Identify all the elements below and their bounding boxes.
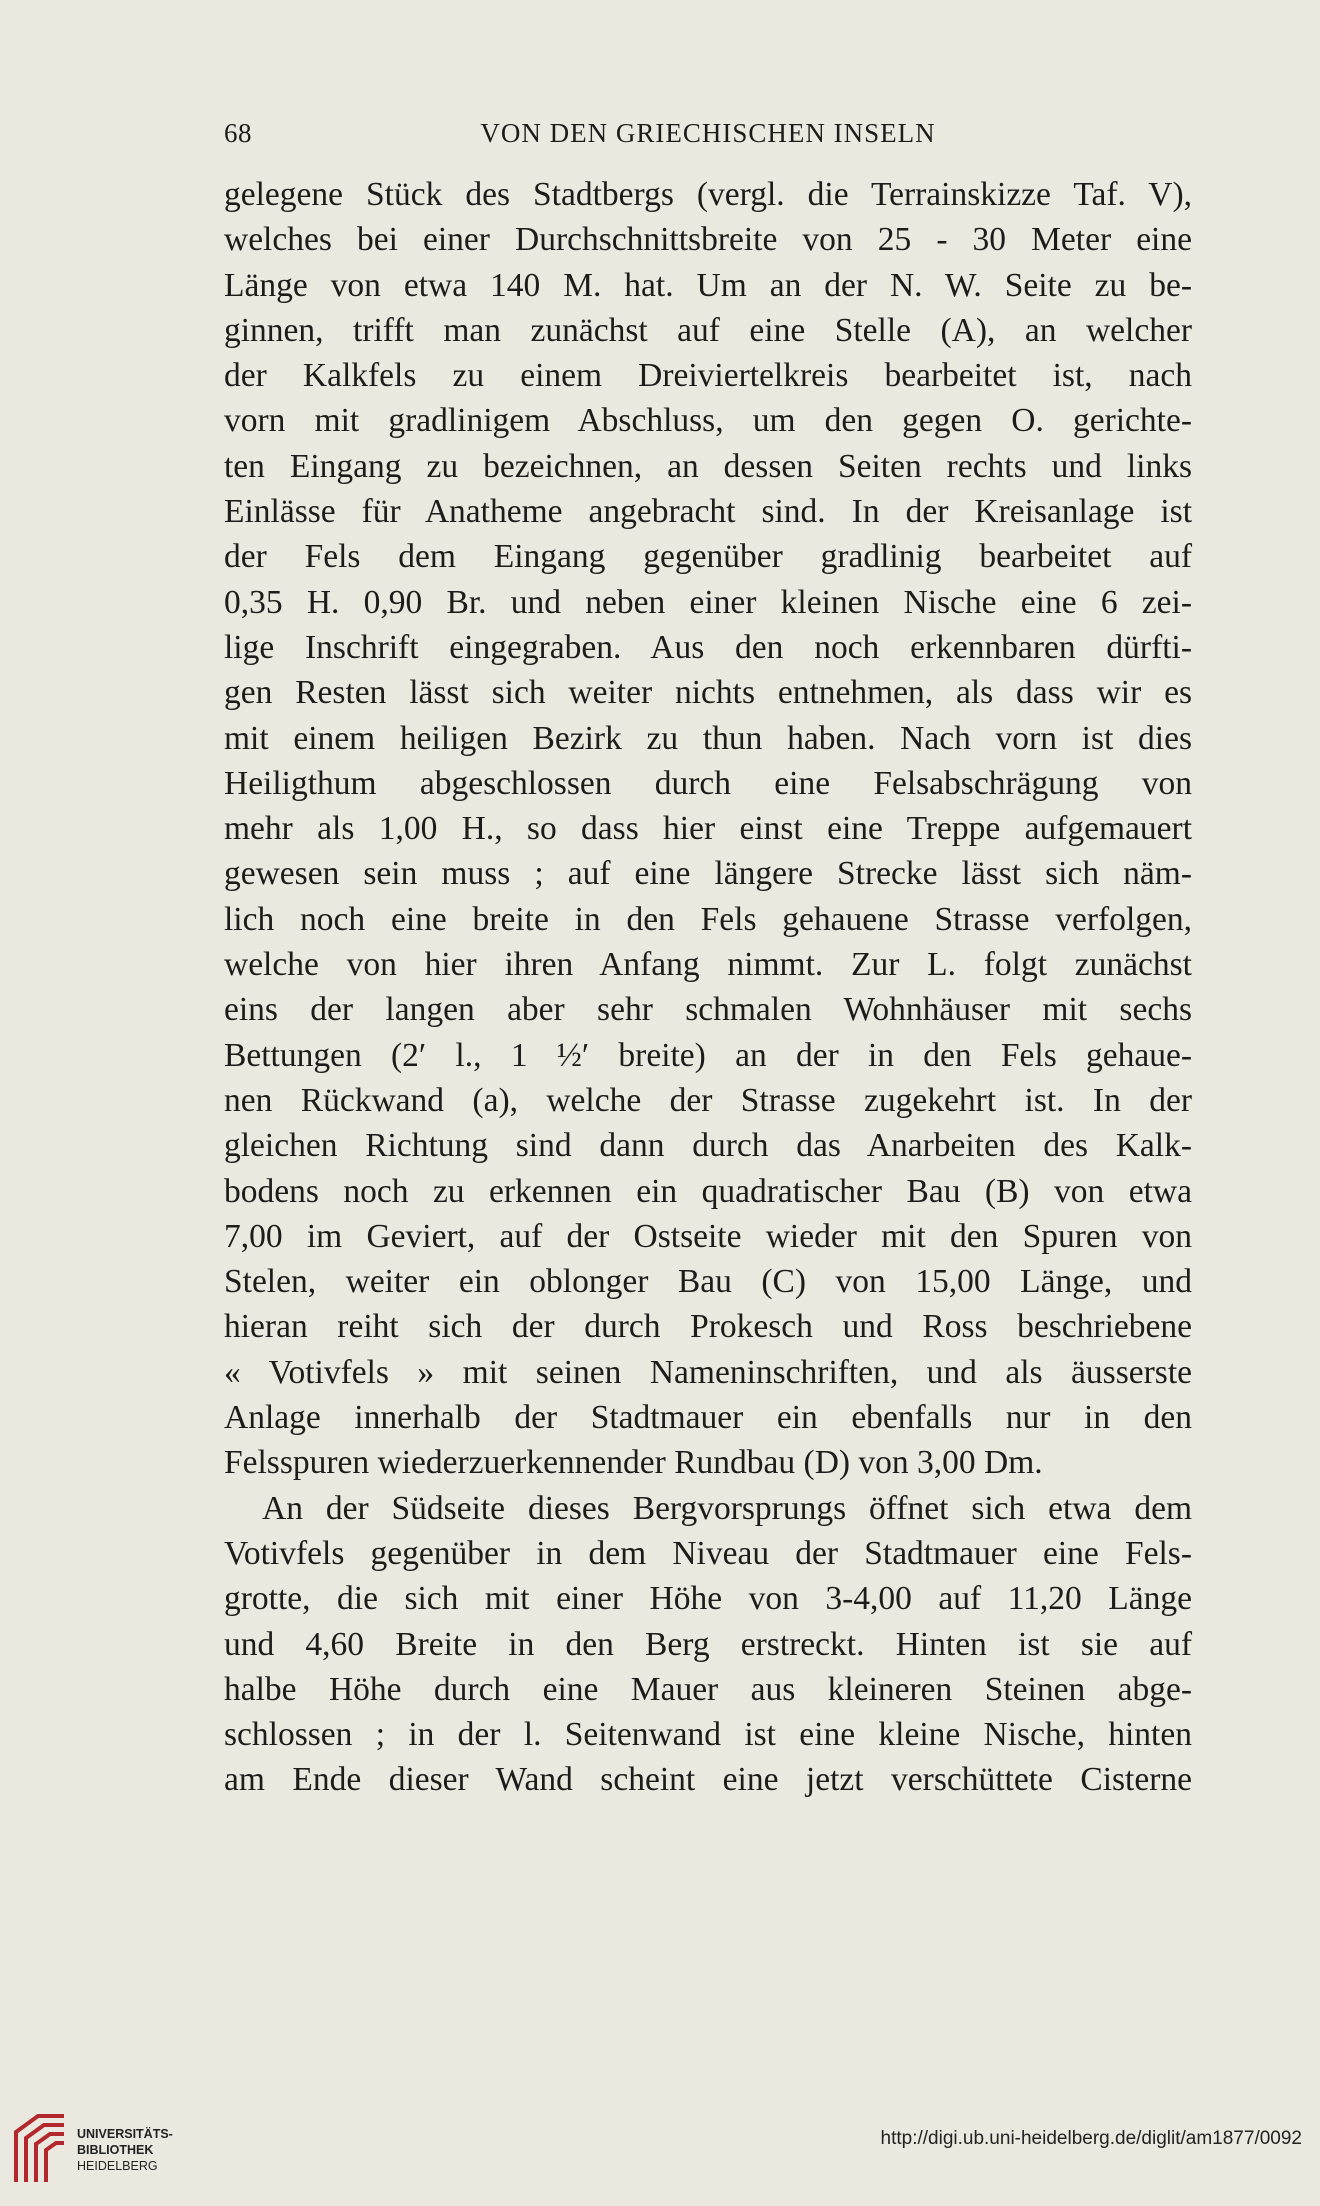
library-name-line: BIBLIOTHEK — [77, 2143, 154, 2157]
text-line: am Ende dieser Wand scheint eine jetzt verschüttete Cisterne — [224, 1761, 1192, 1799]
text-line: Bettungen (2′ l., 1 ½′ breite) an der in den Fels gehaue- — [224, 1036, 1192, 1074]
text-line: Anlage innerhalb der Stadtmauer ein ebenfalls nur in den — [224, 1399, 1192, 1437]
text-line: welches bei einer Durchschnittsbreite von 25 - 30 Meter eine — [224, 221, 1192, 259]
text-line: lige Inschrift eingegraben. Aus den noch erkennbaren dürfti- — [224, 628, 1192, 666]
text-line: ginnen, trifft man zunächst auf eine Stelle (A), an welcher — [224, 311, 1192, 349]
text-line: hieran reiht sich der durch Prokesch und Ross beschriebene — [224, 1308, 1192, 1346]
body-text — [224, 172, 1192, 1803]
text-line: 7,00 im Geviert, auf der Ostseite wieder mit den Spuren von — [224, 1217, 1192, 1255]
text-line: ten Eingang zu bezeichnen, an dessen Seiten rechts und links — [224, 447, 1192, 485]
text-line: gleichen Richtung sind dann durch das Anarbeiten des Kalk- — [224, 1127, 1192, 1165]
running-header — [224, 118, 1192, 158]
text-line: 0,35 H. 0,90 Br. und neben einer kleinen Nische eine 6 zei- — [224, 583, 1192, 621]
library-name-line: HEIDELBERG — [77, 2159, 158, 2173]
text-line: gelegene Stück des Stadtbergs (vergl. die Terrainskizze Taf. V), — [224, 176, 1192, 213]
text-line: lich noch eine breite in den Fels gehauene Strasse verfolgen, — [224, 900, 1192, 938]
library-name — [77, 2126, 173, 2174]
text-line: Einlässe für Anatheme angebracht sind. In der Kreisanlage ist — [224, 493, 1192, 531]
text-line: welche von hier ihren Anfang nimmt. Zur L. folgt zunächst — [224, 946, 1192, 984]
library-name-line: UNIVERSITÄTS- — [77, 2127, 173, 2141]
text-line: An der Südseite dieses Bergvorsprungs öffnet sich etwa dem — [262, 1489, 1192, 1527]
text-line: Länge von etwa 140 M. hat. Um an der N. W. Seite zu be- — [224, 266, 1192, 304]
text-line: gen Resten lässt sich weiter nichts entnehmen, als dass wir es — [224, 674, 1192, 712]
text-line: mit einem heiligen Bezirk zu thun haben. Nach vorn ist dies — [224, 719, 1192, 757]
text-line: der Kalkfels zu einem Dreiviertelkreis bearbeitet ist, nach — [224, 357, 1192, 395]
library-logo[interactable] — [10, 2110, 210, 2190]
text-line: und 4,60 Breite in den Berg erstreckt. Hinten ist sie auf — [224, 1625, 1192, 1663]
text-line: « Votivfels » mit seinen Nameninschriften, und als äusserste — [224, 1353, 1192, 1391]
text-line: Felsspuren wiederzuerkennender Rundbau (D) von 3,00 Dm. — [224, 1444, 1043, 1482]
text-line: grotte, die sich mit einer Höhe von 3-4,00 auf 11,20 Länge — [224, 1580, 1192, 1618]
library-logo-icon — [10, 2110, 70, 2186]
source-url-link[interactable]: http://digi.ub.uni-heidelberg.de/diglit/am1877/0092 — [880, 2128, 1302, 2149]
running-title: VON DEN GRIECHISCHEN INSELN — [480, 118, 936, 148]
text-line: nen Rückwand (a), welche der Strasse zugekehrt ist. In der — [224, 1081, 1192, 1119]
text-line: schlossen ; in der l. Seitenwand ist eine kleine Nische, hinten — [224, 1716, 1192, 1754]
text-line: bodens noch zu erkennen ein quadratischer Bau (B) von etwa — [224, 1172, 1192, 1210]
text-line: Votivfels gegenüber in dem Niveau der Stadtmauer eine Fels- — [224, 1534, 1192, 1572]
text-line: eins der langen aber sehr schmalen Wohnhäuser mit sechs — [224, 991, 1192, 1029]
text-line: halbe Höhe durch eine Mauer aus kleineren Steinen abge- — [224, 1670, 1192, 1708]
text-line: vorn mit gradlinigem Abschluss, um den gegen O. gerichte- — [224, 402, 1192, 440]
text-line: gewesen sein muss ; auf eine längere Strecke lässt sich näm- — [224, 855, 1192, 893]
page-number: 68 — [224, 118, 252, 148]
text-line: der Fels dem Eingang gegenüber gradlinig bearbeitet auf — [224, 538, 1192, 576]
text-line: Stelen, weiter ein oblonger Bau (C) von 15,00 Länge, und — [224, 1263, 1192, 1301]
text-line: mehr als 1,00 H., so dass hier einst eine Treppe aufgemauert — [224, 810, 1192, 848]
text-line: Heiligthum abgeschlossen durch eine Felsabschrägung von — [224, 764, 1192, 802]
